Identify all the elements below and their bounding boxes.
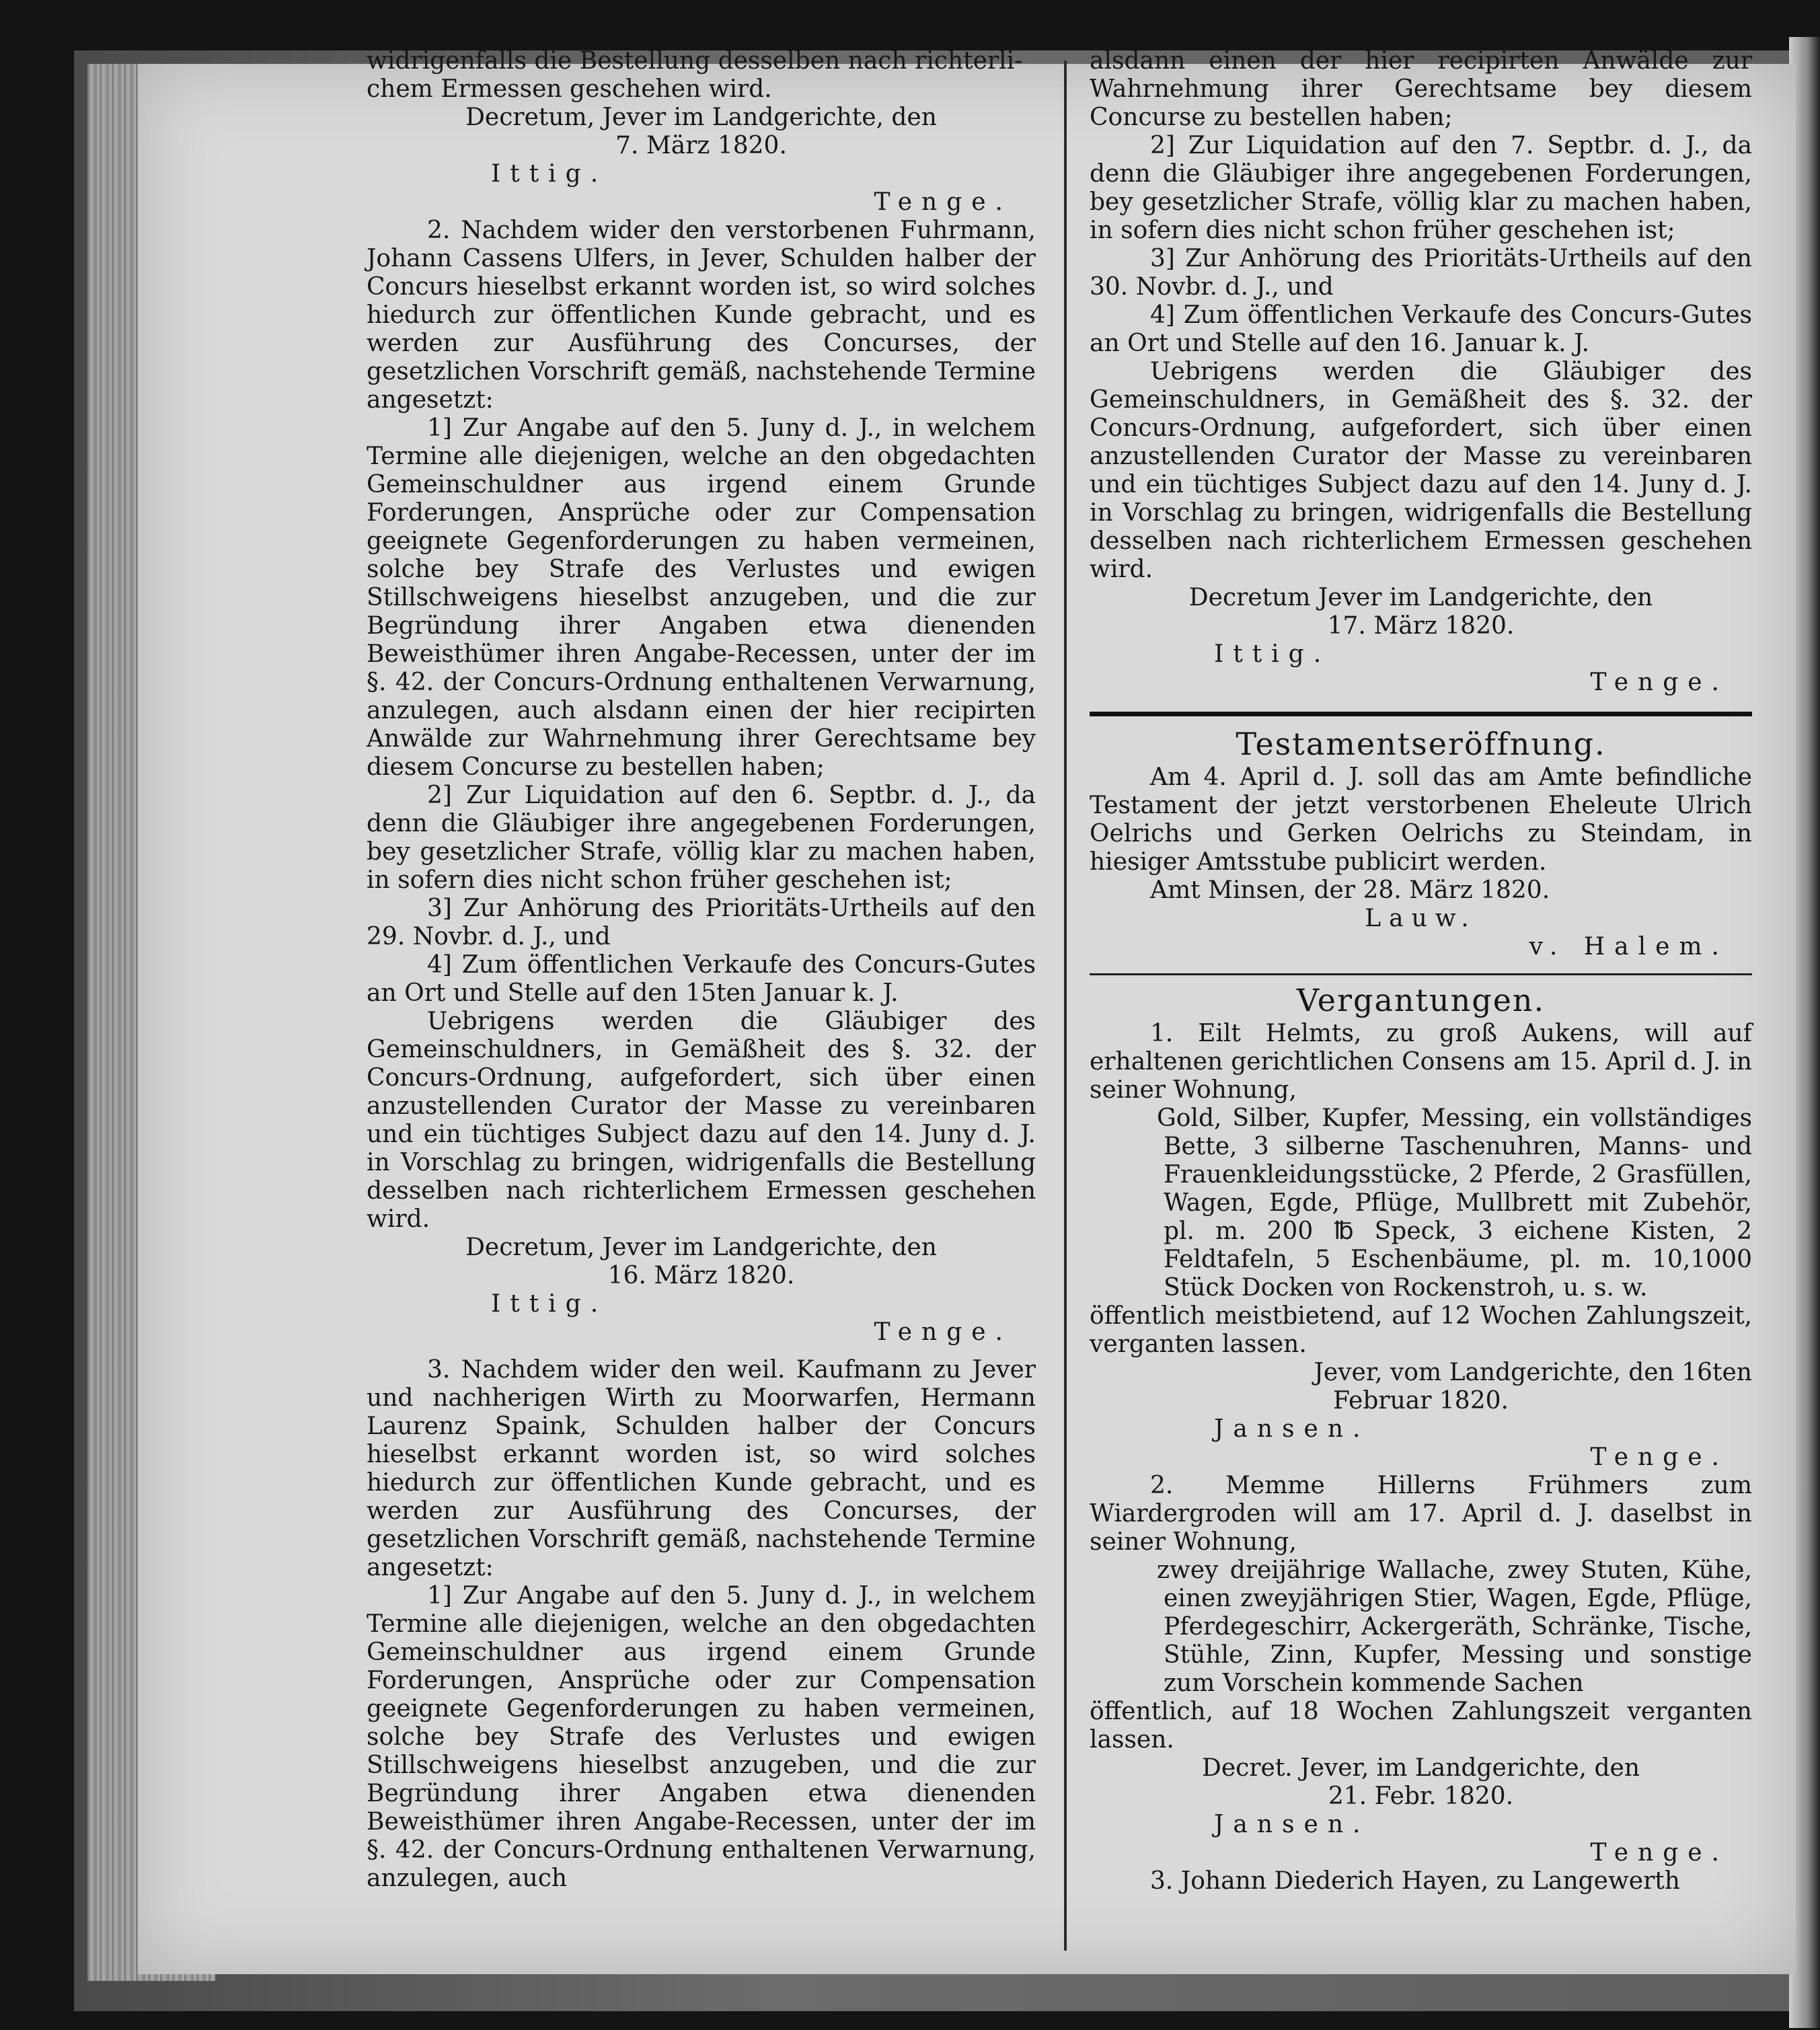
- decree-date: 17. März 1820.: [1327, 612, 1515, 640]
- decree-line: Jever, vom Landgerichte, den 16ten: [1314, 1359, 1752, 1386]
- continuation-line: chem Ermessen geschehen wird.: [367, 75, 772, 103]
- testament-place-date: Amt Minsen, der 28. März 1820.: [1150, 876, 1550, 904]
- testament-text: Am 4. April d. J. soll das am Amte befindliche Testament der jetzt verstorbenen Eheleute Ulrich Oelrichs und Gerken Oelrichs zu Steindam, in hiesiger Amtsstube publicirt werden.: [1090, 763, 1752, 876]
- decree-line: Decret. Jever, im Landgerichte, den: [1201, 1754, 1640, 1782]
- section-rule: [1090, 973, 1752, 975]
- signature-tenge: Tenge.: [874, 1318, 1012, 1346]
- signature-tenge: Tenge.: [874, 188, 1012, 216]
- signature-tenge: Tenge.: [1590, 1839, 1729, 1867]
- decree-line: Decretum, Jever im Landgerichte, den: [465, 104, 937, 131]
- notice-term-4: 4] Zum öffentlichen Verkaufe des Concurs-Gutes an Ort und Stelle auf den 16. Januar k. J.: [1090, 301, 1752, 357]
- auction-1-end: öffentlich meistbietend, auf 12 Wochen Zahlungszeit, verganten lassen.: [1090, 1302, 1752, 1358]
- signature-tenge: Tenge.: [1590, 1443, 1729, 1471]
- auction-3-start: 3. Johann Diederich Hayen, zu Langewerth: [1150, 1867, 1680, 1895]
- notice-2-term-2: 2] Zur Liquidation auf den 6. Septbr. d. J., da denn die Gläubiger ihre angegebenen Forderungen, bey gesetzlicher Strafe, völlig klar zu machen haben, in sofern dies nicht schon früher geschehen ist;: [367, 782, 1036, 894]
- section-rule: [1090, 712, 1752, 716]
- section-heading-vergantungen: Vergantungen.: [1296, 982, 1546, 1018]
- notice-2-closing: Uebrigens werden die Gläubiger des Gemeinschuldners, in Gemäßheit des §. 32. der Concurs-Ordnung, aufgefordert, sich über einen anzustellenden Curator der Masse zu vereinbaren und ein tüchtiges Subject dazu auf den 14. Juny d. J. in Vorschlag zu bringen, widrigenfalls die Bestellung desselben nach richterlichem Ermessen geschehen wird.: [367, 1008, 1036, 1233]
- continuation-line: widrigenfalls die Bestellung desselben nach richterli-: [367, 47, 1023, 75]
- decree-line: Decretum Jever im Landgerichte, den: [1188, 584, 1653, 611]
- signature-ittig: Ittig.: [491, 1290, 608, 1318]
- decree-date: 7. März 1820.: [615, 132, 787, 159]
- decree-date: Februar 1820.: [1333, 1387, 1509, 1415]
- decree-date: 16. März 1820.: [607, 1262, 795, 1289]
- notice-3-term-1: 1] Zur Angabe auf den 5. Juny d. J., in welchem Termine alle diejenigen, welche an den obgedachten Gemeinschuldner aus irgend einem Grunde Forderungen, Ansprüche oder zur Compensation geeignete Gegenforderungen zu haben vermeinen, solche bey Strafe des Verlustes und ewigen Stillschweigens hieselbst anzugeben, und die zur Begründung ihrer Angaben etwa dienenden Beweisthümer ihren Angabe-Recessen, unter der im §. 42. der Concurs-Ordnung enthaltenen Verwarnung, anzulegen, auch: [367, 1582, 1036, 1892]
- notice-2-term-1: 1] Zur Angabe auf den 5. Juny d. J., in welchem Termine alle diejenigen, welche an den obgedachten Gemeinschuldner aus irgend einem Grunde Forderungen, Ansprüche oder zur Compensation geeignete Gegenforderungen zu haben vermeinen, solche bey Strafe des Verlustes und ewigen Stillschweigens hieselbst anzugeben, und die zur Begründung ihrer Angaben etwa dienenden Beweisthümer ihren Angabe-Recessen, unter der im §. 42. der Concurs-Ordnung enthaltenen Verwarnung, anzulegen, auch alsdann einen der hier recipirten Anwälde zur Wahrnehmung ihrer Gerechtsame bey diesem Concurse zu bestellen haben;: [367, 414, 1036, 781]
- notice-2-term-4: 4] Zum öffentlichen Verkaufe des Concurs-Gutes an Ort und Stelle auf den 15ten Januar k. J.: [367, 951, 1036, 1007]
- notice-closing: Uebrigens werden die Gläubiger des Gemeinschuldners, in Gemäßheit des §. 32. der Concurs-Ordnung, aufgefordert, sich über einen anzustellenden Curator der Masse zu vereinbaren und ein tüchtiges Subject dazu auf den 14. Juny d. J. in Vorschlag zu bringen, widrigenfalls die Bestellung desselben nach richterlichem Ermessen geschehen wird.: [1090, 358, 1752, 583]
- signature-ittig: Ittig.: [491, 160, 608, 188]
- section-heading-testament: Testamentseröffnung.: [1236, 726, 1606, 762]
- notice-3-intro: 3. Nachdem wider den weil. Kaufmann zu Jever und nachherigen Wirth zu Moorwarfen, Hermann Laurenz Spaink, Schulden halber der Concurs hieselbst erkannt worden ist, so wird solches hiedurch zur öffentlichen Kunde gebracht, und es werden zur Ausführung des Concurses, der gesetzlichen Vorschrift gemäß, nachstehende Termine angesetzt:: [367, 1356, 1036, 1581]
- signature-lauw: Lauw.: [1365, 905, 1477, 932]
- auction-1-items: Gold, Silber, Kupfer, Messing, ein vollständiges Bette, 3 silberne Taschenuhren, Manns- und Frauenkleidungsstücke, 2 Pferde, 2 Grasfüllen, Wagen, Egde, Pflüge, Mullbrett mit Zubehör, pl. m. 200 ℔ Speck, 3 eichene Kisten, 2 Feldtafeln, 5 Eschenbäume, pl. m. 10,1000 Stück Docken von Rockenstroh, u. s. w.: [1157, 1104, 1752, 1302]
- column-divider: [1064, 61, 1067, 1951]
- decree-line: Decretum, Jever im Landgerichte, den: [465, 1234, 937, 1261]
- continuation-text: alsdann einen der hier recipirten Anwälde zur Wahrnehmung ihrer Gerechtsame bey diesem Concurse zu bestellen haben;: [1090, 47, 1752, 131]
- auction-1-intro: 1. Eilt Helmts, zu groß Aukens, will auf erhaltenen gerichtlichen Consens am 15. April d. J. in seiner Wohnung,: [1090, 1020, 1752, 1104]
- notice-2-intro: 2. Nachdem wider den verstorbenen Fuhrmann, Johann Cassens Ulfers, in Jever, Schulden halber der Concurs hieselbst erkannt worden ist, so wird solches hiedurch zur öffentlichen Kunde gebracht, und es werden zur Ausführung des Concurses, der gesetzlichen Vorschrift gemäß, nachstehende Termine angesetzt:: [367, 217, 1036, 414]
- signature-jansen: Jansen.: [1214, 1415, 1370, 1443]
- left-column: [367, 47, 1036, 1893]
- notice-term-3: 3] Zur Anhörung des Prioritäts-Urtheils auf den 30. Novbr. d. J., und: [1090, 245, 1752, 301]
- signature-ittig: Ittig.: [1214, 640, 1331, 668]
- auction-2-end: öffentlich, auf 18 Wochen Zahlungszeit verganten lassen.: [1090, 1698, 1752, 1754]
- signature-tenge: Tenge.: [1590, 669, 1729, 696]
- auction-2-items: zwey dreijährige Wallache, zwey Stuten, Kühe, einen zweyjährigen Stier, Wagen, Egde, Pflüge, Pferdegeschirr, Ackergeräth, Schränke, Tische, Stühle, Zinn, Kupfer, Messing und sonstige zum Vorschein kommende Sachen: [1157, 1556, 1752, 1697]
- decree-date: 21. Febr. 1820.: [1328, 1782, 1514, 1810]
- signature-halem: v. Halem.: [1529, 933, 1729, 961]
- notice-term-2: 2] Zur Liquidation auf den 7. Septbr. d. J., da denn die Gläubiger ihre angegebenen Forderungen, bey gesetzlicher Strafe, völlig klar zu machen haben, in sofern dies nicht schon früher geschehen ist;: [1090, 132, 1752, 244]
- right-column: [1090, 47, 1752, 1895]
- auction-2-intro: 2. Memme Hillerns Frühmers zum Wiardergroden will am 17. April d. J. daselbst in seiner Wohnung,: [1090, 1472, 1752, 1556]
- signature-jansen: Jansen.: [1214, 1811, 1370, 1838]
- notice-2-term-3: 3] Zur Anhörung des Prioritäts-Urtheils auf den 29. Novbr. d. J., und: [367, 895, 1036, 950]
